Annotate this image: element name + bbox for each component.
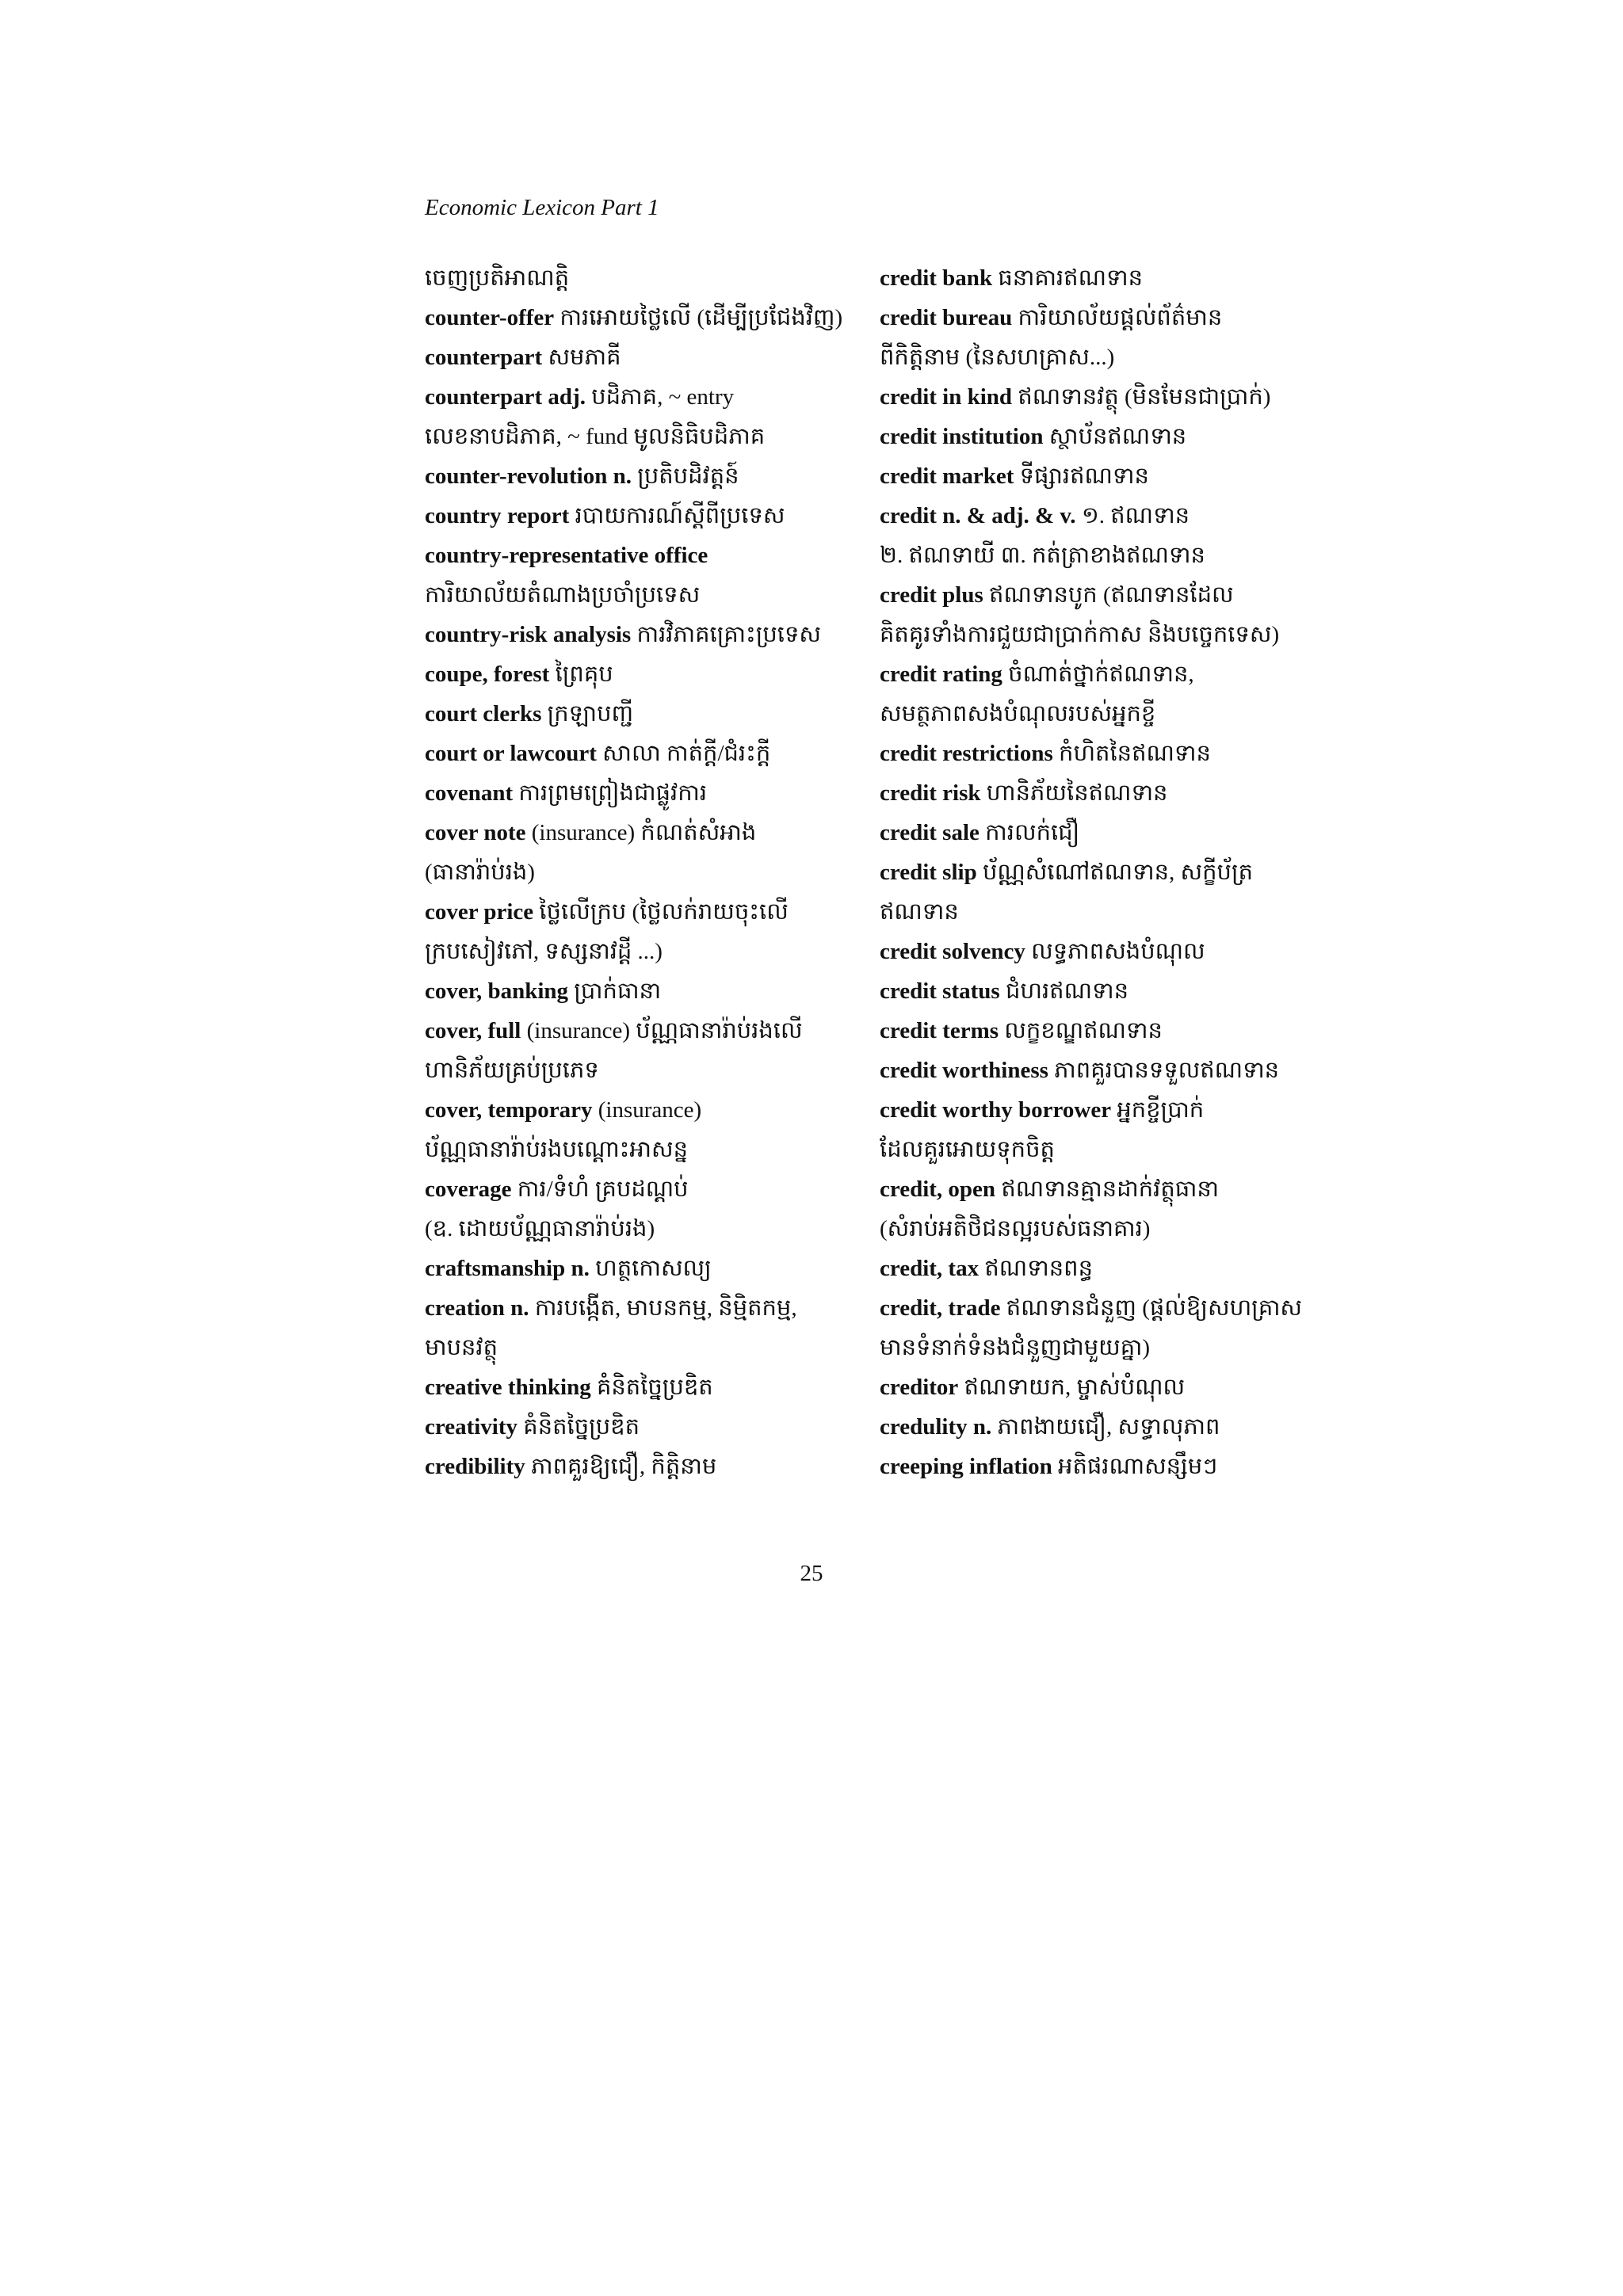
entry-definition: ឥណទាយក, ម្ចាស់បំណុល <box>958 1375 1186 1400</box>
entry-definition: សមត្ថភាពសងបំណុលរបស់អ្នកខ្ចី <box>880 701 1156 727</box>
entry-term: counterpart <box>425 345 543 370</box>
entry-definition: ប្រតិបដិវត្តន៍ <box>632 463 739 489</box>
entry-line <box>425 852 853 892</box>
entry-line <box>880 377 1308 417</box>
entry-definition: ការ/ទំហំ គ្របដណ្ដប់ <box>511 1177 689 1202</box>
entry-definition: ការលក់ជឿ <box>979 820 1080 845</box>
entry-line <box>880 536 1308 575</box>
entry-definition: ក្របសៀវភៅ, ទស្សនាវដ្ដី ...) <box>425 939 663 964</box>
entry-term: coverage <box>425 1177 512 1202</box>
entry-line <box>425 536 853 575</box>
entry-term: credit slip <box>880 860 977 885</box>
entry-term: credulity n. <box>880 1414 992 1440</box>
entry-term: credit bureau <box>880 305 1013 330</box>
entry-term: creeping inflation <box>880 1454 1052 1479</box>
entry-definition: ប្រាក់ធានា <box>568 978 662 1004</box>
entry-term: counterpart adj. <box>425 384 586 410</box>
entry-line <box>880 694 1308 734</box>
entry-definition: ការព្រមព្រៀងជាផ្លូវការ <box>513 780 708 806</box>
entry-line <box>425 1051 853 1090</box>
entry-term: country-representative office <box>425 543 708 568</box>
entry-definition: ថ្លៃលើក្រប (ថ្លៃលក់រាយចុះលើ <box>533 899 789 925</box>
entry-definition: ឥណទានវត្ថុ (មិនមែនជាប្រាក់) <box>1012 384 1271 410</box>
entry-line <box>880 338 1308 377</box>
entry-line <box>880 1328 1308 1367</box>
entry-definition: សាលា កាត់ក្ដី/ជំរះក្ដី <box>596 741 771 766</box>
entry-definition: លទ្ធភាពសងបំណុល <box>1025 939 1205 964</box>
entry-line <box>425 1169 853 1209</box>
entry-definition: (សំរាប់អតិថិជនល្អរបស់ធនាគារ) <box>880 1216 1151 1241</box>
entry-definition: ប័ណ្ណសំណៅឥណទាន, សក្ខីប័ត្រ <box>976 860 1254 885</box>
entry-term: cover price <box>425 899 534 925</box>
entry-definition: ព្រៃគុប <box>549 662 613 687</box>
entry-term: coupe, forest <box>425 662 550 687</box>
entry-definition: អ្នកខ្ចីប្រាក់ <box>1111 1097 1205 1123</box>
entry-definition: ហានិភ័យនៃឥណទាន <box>980 780 1168 806</box>
entry-line <box>880 773 1308 813</box>
entry-line <box>880 1090 1308 1130</box>
entry-line <box>880 932 1308 971</box>
entry-line <box>425 813 853 852</box>
entry-line <box>880 734 1308 773</box>
entry-line <box>425 1288 853 1328</box>
entry-line <box>880 813 1308 852</box>
entry-line <box>880 1407 1308 1447</box>
entry-line <box>880 1051 1308 1090</box>
entry-definition: ឥណទាន <box>880 899 959 925</box>
entry-definition: (insurance) ប័ណ្ណធានារ៉ាប់រងលើ <box>521 1018 803 1043</box>
entry-line <box>880 852 1308 892</box>
entry-line <box>425 456 853 496</box>
entry-definition: ឥណទានគ្មានដាក់វត្ថុធានា <box>995 1177 1220 1202</box>
entry-definition: ឥណទានពន្ធ <box>979 1256 1093 1281</box>
entry-term: country-risk analysis <box>425 622 632 647</box>
entry-term: credit, tax <box>880 1256 980 1281</box>
entry-line <box>880 1209 1308 1249</box>
entry-line <box>425 971 853 1011</box>
entry-term: credit restrictions <box>880 741 1053 766</box>
entry-line <box>880 1130 1308 1169</box>
entry-definition: មានទំនាក់ទំនងជំនួញជាមួយគ្នា) <box>880 1335 1151 1360</box>
entry-term: cover, full <box>425 1018 521 1043</box>
entry-definition: (ឧ. ដោយប័ណ្ណធានារ៉ាប់រង) <box>425 1216 655 1241</box>
entry-line <box>880 654 1308 694</box>
entry-line <box>880 1249 1308 1288</box>
entry-line <box>425 1447 853 1486</box>
entry-definition: មាបនវត្ថុ <box>425 1335 498 1360</box>
entry-term: counter-offer <box>425 305 555 330</box>
entry-definition: ប័ណ្ណធានារ៉ាប់រងបណ្ដោះអាសន្ន <box>425 1137 689 1162</box>
page-number: 25 <box>800 1561 823 1586</box>
entry-definition: កំហិតនៃឥណទាន <box>1052 741 1211 766</box>
entry-definition: ការបង្កើត, មាបនកម្ម, និម្មិតកម្ម, <box>529 1295 797 1321</box>
entry-term: credit sale <box>880 820 980 845</box>
entry-term: court clerks <box>425 701 542 727</box>
entry-line <box>880 1169 1308 1209</box>
entry-definition: ឥណទានបូក (ឥណទានដែល <box>983 582 1234 608</box>
entry-line <box>425 298 853 338</box>
entry-term: credibility <box>425 1454 525 1479</box>
entry-definition: (insurance) កំណត់សំអាង <box>525 820 757 845</box>
entry-line <box>425 892 853 932</box>
entry-definition: ហត្ថកោសល្យ <box>589 1256 712 1281</box>
entry-line <box>425 615 853 654</box>
entry-line <box>425 773 853 813</box>
entry-term: craftsmanship n. <box>425 1256 590 1281</box>
entry-line <box>425 1130 853 1169</box>
entry-definition: ការវិភាគគ្រោះប្រទេស <box>631 622 821 647</box>
entry-line <box>425 1209 853 1249</box>
entry-line <box>880 1447 1308 1486</box>
entry-line <box>425 575 853 615</box>
entry-term: credit rating <box>880 662 1002 687</box>
entry-line <box>880 615 1308 654</box>
entry-definition: ចេញប្រតិអាណត្តិ <box>425 265 570 291</box>
entry-definition: ភាពគួរឱ្យជឿ, កិត្តិនាម <box>525 1454 717 1479</box>
entry-line <box>880 496 1308 536</box>
entry-definition: ភាពងាយជឿ, សទ្ធាលុភាព <box>991 1414 1220 1440</box>
entry-line <box>425 417 853 456</box>
entry-line <box>425 1090 853 1130</box>
entry-definition: ទីផ្សារឥណទាន <box>1014 463 1149 489</box>
entry-term: credit in kind <box>880 384 1013 410</box>
entry-term: cover, temporary <box>425 1097 593 1123</box>
entry-line <box>425 734 853 773</box>
entry-line <box>425 377 853 417</box>
entry-definition: ជំហរឥណទាន <box>999 978 1129 1004</box>
right-column <box>880 258 1308 1486</box>
entry-line <box>425 694 853 734</box>
entry-term: cover, banking <box>425 978 569 1004</box>
entry-definition: ១. ឥណទាន <box>1075 503 1190 528</box>
entry-line <box>880 417 1308 456</box>
entry-definition: អតិផរណាសន្សឹមៗ <box>1052 1454 1218 1479</box>
entry-definition: បដិភាគ, ~ entry <box>585 384 735 410</box>
entry-line <box>880 1367 1308 1407</box>
entry-definition: ពីកិត្តិនាម (នៃសហគ្រាស...) <box>880 345 1115 370</box>
entry-term: credit terms <box>880 1018 999 1043</box>
entry-definition: គំនិតច្នៃប្រឌិត <box>590 1375 713 1400</box>
entry-definition: គំនិតច្នៃប្រឌិត <box>517 1414 640 1440</box>
entry-term: credit market <box>880 463 1014 489</box>
entry-term: credit bank <box>880 265 993 291</box>
entry-definition: ធនាគារឥណទាន <box>992 265 1143 291</box>
entry-definition: សមភាគី <box>542 345 621 370</box>
entry-definition: ស្ថាប័នឥណទាន <box>1043 424 1187 449</box>
entry-line <box>880 575 1308 615</box>
entry-term: credit, open <box>880 1177 996 1202</box>
entry-line <box>425 496 853 536</box>
entry-definition: (ធានារ៉ាប់រង) <box>425 860 535 885</box>
entry-definition: គិតគូរទាំងការជួយជាប្រាក់កាស និងបច្ចេកទេស) <box>880 622 1280 647</box>
entry-definition: ភាពគួរបានទទួលឥណទាន <box>1048 1058 1280 1083</box>
entry-term: credit status <box>880 978 1000 1004</box>
entry-line <box>880 456 1308 496</box>
entry-term: credit institution <box>880 424 1044 449</box>
entry-term: creditor <box>880 1375 959 1400</box>
entry-definition: លេខនាបដិភាគ, ~ fund មូលនិធិបដិភាគ <box>425 424 766 449</box>
entry-line <box>425 654 853 694</box>
entry-line <box>425 1328 853 1367</box>
entry-definition: ការិយាល័យតំណាងប្រចាំប្រទេស <box>425 582 701 608</box>
entry-line <box>880 298 1308 338</box>
entry-definition: (insurance) <box>592 1097 702 1123</box>
entry-definition: ហានិភ័យគ្រប់ប្រភេទ <box>425 1058 599 1083</box>
entry-line <box>880 1011 1308 1051</box>
entry-definition: ដែលគួរអោយទុកចិត្ត <box>880 1137 1055 1162</box>
entry-line <box>425 1249 853 1288</box>
entry-line <box>425 1011 853 1051</box>
entry-term: court or lawcourt <box>425 741 597 766</box>
entry-definition: ២. ឥណទាយី ៣. កត់ត្រាខាងឥណទាន <box>880 543 1205 568</box>
entry-term: creative thinking <box>425 1375 591 1400</box>
entry-term: creativity <box>425 1414 518 1440</box>
entry-term: credit n. & adj. & v. <box>880 503 1076 528</box>
entry-definition: លក្ខខណ្ឌឥណទាន <box>999 1018 1163 1043</box>
entry-definition: របាយការណ៍ស្ដីពីប្រទេស <box>569 503 785 528</box>
entry-term: counter-revolution n. <box>425 463 632 489</box>
entry-term: credit worthy borrower <box>880 1097 1112 1123</box>
entry-line <box>880 258 1308 298</box>
entry-line <box>425 338 853 377</box>
entry-line <box>425 1407 853 1447</box>
entry-line <box>425 932 853 971</box>
entry-line <box>425 1367 853 1407</box>
entry-term: credit risk <box>880 780 981 806</box>
entry-definition: ការអោយថ្លៃលើ (ដើម្បីប្រជែងវិញ) <box>554 305 843 330</box>
entry-line <box>425 258 853 298</box>
entry-definition: ចំណាត់ថ្នាក់ឥណទាន, <box>1002 662 1194 687</box>
entry-term: credit plus <box>880 582 983 608</box>
entry-term: creation n. <box>425 1295 529 1321</box>
entry-line <box>880 892 1308 932</box>
entry-line <box>880 1288 1308 1328</box>
entry-term: covenant <box>425 780 514 806</box>
entry-definition: ក្រឡាបញ្ជី <box>541 701 634 727</box>
entry-definition: ឥណទានជំនួញ (ផ្ដល់ឱ្យសហគ្រាស <box>1000 1295 1303 1321</box>
running-header: Economic Lexicon Part 1 <box>425 195 659 220</box>
entry-line <box>880 971 1308 1011</box>
entry-definition: ការិយាល័យផ្ដល់ព័ត៌មាន <box>1012 305 1223 330</box>
entry-term: cover note <box>425 820 526 845</box>
entry-term: credit, trade <box>880 1295 1001 1321</box>
entry-term: credit solvency <box>880 939 1025 964</box>
entry-term: country report <box>425 503 570 528</box>
entry-term: credit worthiness <box>880 1058 1048 1083</box>
left-column <box>425 258 853 1486</box>
